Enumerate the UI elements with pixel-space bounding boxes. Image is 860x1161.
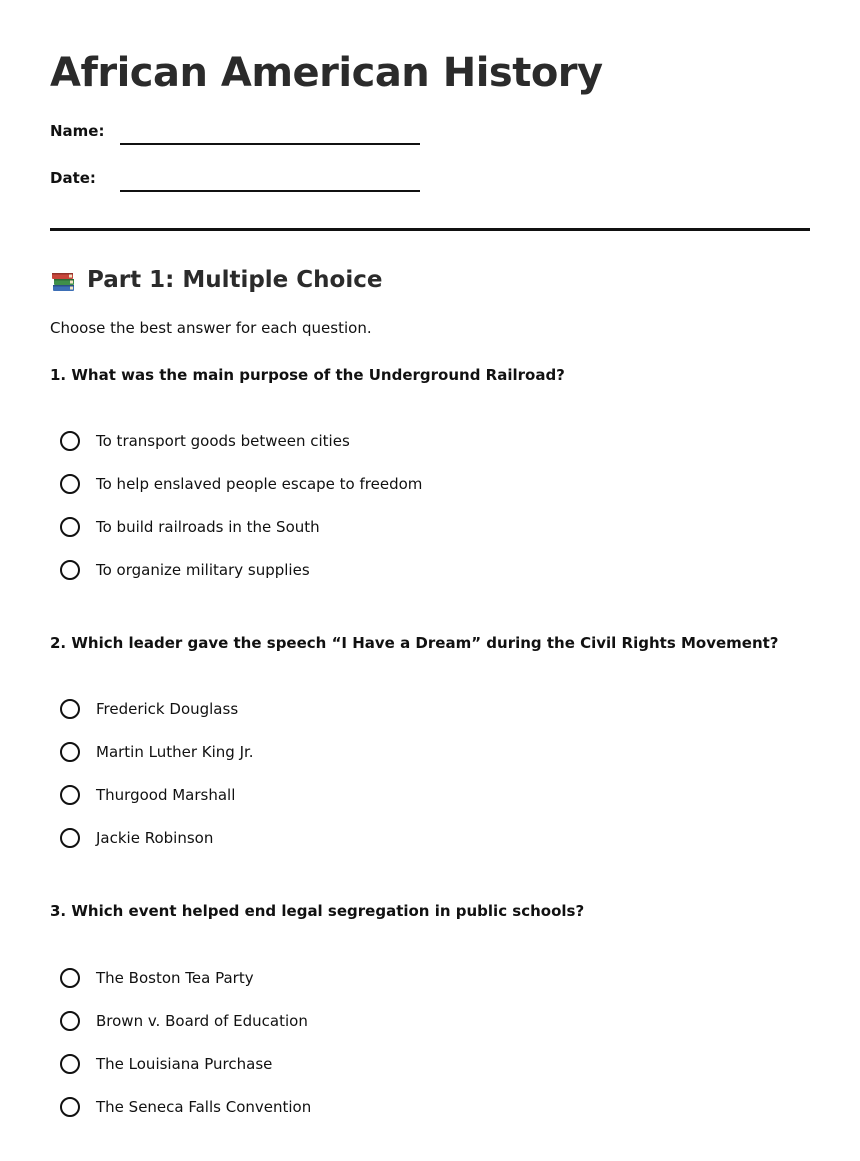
radio-button[interactable]: [60, 742, 80, 762]
radio-button[interactable]: [60, 1054, 80, 1074]
option-3d[interactable]: [60, 1094, 311, 1120]
option-label: To build railroads in the South: [96, 518, 320, 536]
divider: [50, 228, 810, 231]
option-3b[interactable]: [60, 1008, 308, 1034]
instructions: Choose the best answer for each question.: [50, 319, 372, 337]
name-label: Name:: [50, 122, 105, 140]
question-1: 1. What was the main purpose of the Underground Railroad?: [50, 366, 565, 384]
page-title: African American History: [50, 50, 603, 96]
option-label: The Boston Tea Party: [96, 969, 254, 987]
option-3a[interactable]: [60, 965, 254, 991]
option-label: The Seneca Falls Convention: [96, 1098, 312, 1116]
date-field[interactable]: [120, 190, 420, 192]
radio-button[interactable]: [60, 560, 80, 580]
books-icon: [50, 266, 78, 294]
radio-button[interactable]: [60, 699, 80, 719]
option-label: The Louisiana Purchase: [96, 1055, 273, 1073]
option-2a[interactable]: [60, 696, 238, 722]
question-3: 3. Which event helped end legal segregation in public schools?: [50, 902, 585, 920]
option-label: To organize military supplies: [96, 561, 310, 579]
option-label: Martin Luther King Jr.: [96, 743, 254, 761]
option-1c[interactable]: [60, 514, 320, 540]
option-1b[interactable]: [60, 471, 422, 497]
option-1d[interactable]: [60, 557, 310, 583]
radio-button[interactable]: [60, 828, 80, 848]
section-title-text: Part 1: Multiple Choice: [87, 267, 383, 293]
section-title: [50, 266, 382, 294]
question-2: 2. Which leader gave the speech “I Have a Dream” during the Civil Rights Movement?: [50, 634, 779, 652]
radio-button[interactable]: [60, 968, 80, 988]
radio-button[interactable]: [60, 1011, 80, 1031]
option-2d[interactable]: [60, 825, 213, 851]
option-2b[interactable]: [60, 739, 254, 765]
date-label: Date:: [50, 169, 96, 187]
option-label: To help enslaved people escape to freedom: [96, 475, 423, 493]
option-3c[interactable]: [60, 1051, 272, 1077]
option-label: Brown v. Board of Education: [96, 1012, 308, 1030]
radio-button[interactable]: [60, 517, 80, 537]
name-field[interactable]: [120, 143, 420, 145]
radio-button[interactable]: [60, 474, 80, 494]
radio-button[interactable]: [60, 1097, 80, 1117]
option-label: Frederick Douglass: [96, 700, 239, 718]
option-label: Jackie Robinson: [96, 829, 214, 847]
radio-button[interactable]: [60, 431, 80, 451]
option-label: To transport goods between cities: [96, 432, 350, 450]
radio-button[interactable]: [60, 785, 80, 805]
option-1a[interactable]: [60, 428, 350, 454]
option-2c[interactable]: [60, 782, 235, 808]
option-label: Thurgood Marshall: [96, 786, 236, 804]
